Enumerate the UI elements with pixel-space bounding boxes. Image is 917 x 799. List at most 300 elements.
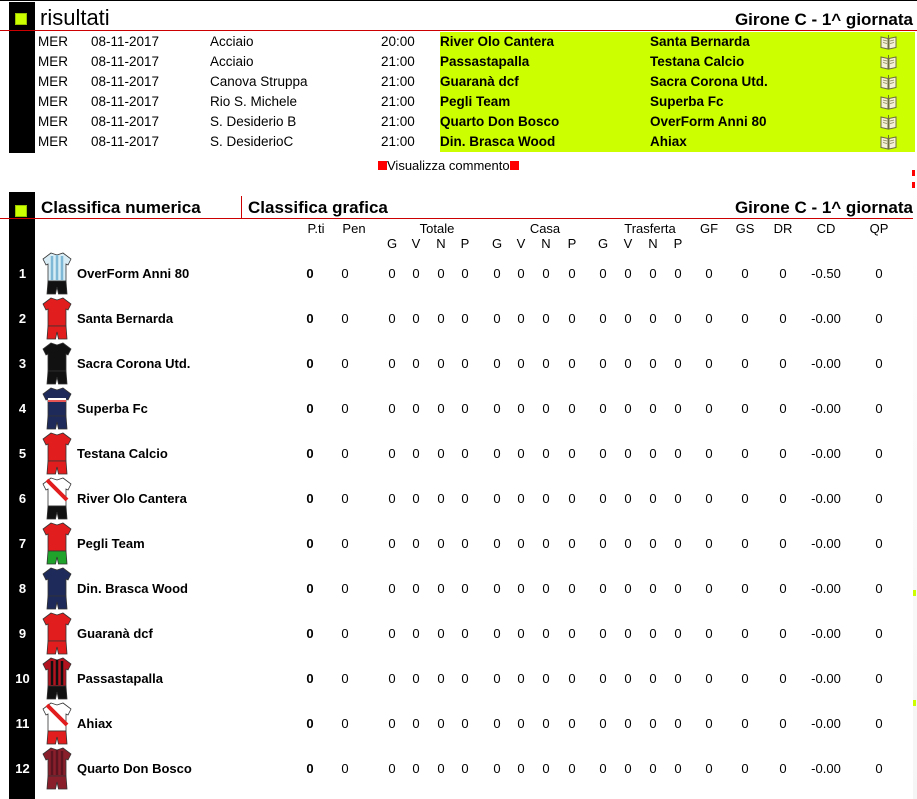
team-kit-icon: [40, 610, 74, 656]
team-name[interactable]: Guaranà dcf: [77, 626, 153, 641]
cell-cd: -0.00: [811, 761, 841, 776]
team-name[interactable]: Passastapalla: [77, 671, 164, 686]
cell-stats-4: 0: [493, 446, 501, 461]
cell-stats-1: 0: [412, 761, 420, 776]
result-away[interactable]: Testana Calcio: [650, 54, 745, 69]
cell-stats-3: 0: [461, 491, 469, 506]
cell-qp: 0: [875, 491, 883, 506]
cell-stats-5: 0: [517, 311, 525, 326]
result-venue: S. DesiderioC: [210, 134, 294, 149]
cell-pen: 0: [341, 671, 349, 686]
cell-stats-3: 0: [461, 356, 469, 371]
cell-stats-7: 0: [568, 491, 576, 506]
result-home[interactable]: Pegli Team: [440, 94, 511, 109]
cell-stats-6: 0: [542, 761, 550, 776]
result-date: 08-11-2017: [91, 74, 160, 89]
cell-stats-3: 0: [461, 761, 469, 776]
table-row: [0, 745, 917, 790]
cell-stats-4: 0: [493, 266, 501, 281]
cell-stats-1: 0: [412, 491, 420, 506]
result-home[interactable]: Guaranà dcf: [440, 74, 519, 89]
cell-gf: 0: [705, 356, 713, 371]
cell-stats-8: 0: [599, 401, 607, 416]
header-qp: QP: [869, 221, 889, 236]
position: 8: [18, 581, 27, 596]
header-p: P: [673, 236, 683, 251]
position: 12: [15, 761, 30, 776]
header-p: P: [460, 236, 470, 251]
team-kit-icon: [40, 250, 74, 296]
header-gs: GS: [735, 221, 755, 236]
cell-stats-0: 0: [388, 266, 396, 281]
results-divider: [0, 30, 917, 31]
cell-stats-4: 0: [493, 671, 501, 686]
cell-stats-6: 0: [542, 581, 550, 596]
cell-stats-9: 0: [624, 401, 632, 416]
header-v: V: [411, 236, 421, 251]
cell-stats-5: 0: [517, 581, 525, 596]
tab-classifica-numerica[interactable]: Classifica numerica: [41, 198, 201, 217]
table-row: [0, 250, 917, 295]
cell-stats-0: 0: [388, 536, 396, 551]
result-time: 21:00: [381, 54, 415, 69]
result-venue: S. Desiderio B: [210, 114, 297, 129]
cell-dr: 0: [779, 356, 787, 371]
cell-stats-5: 0: [517, 401, 525, 416]
result-venue: Acciaio: [210, 54, 254, 69]
position: 4: [18, 401, 27, 416]
cell-stats-9: 0: [624, 581, 632, 596]
cell-stats-5: 0: [517, 626, 525, 641]
result-date: 08-11-2017: [91, 54, 160, 69]
cell-stats-4: 0: [493, 581, 501, 596]
cell-pen: 0: [341, 581, 349, 596]
cell-stats-3: 0: [461, 536, 469, 551]
cell-qp: 0: [875, 761, 883, 776]
cell-stats-8: 0: [599, 581, 607, 596]
cell-gs: 0: [741, 581, 749, 596]
cell-stats-9: 0: [624, 761, 632, 776]
cell-stats-0: 0: [388, 491, 396, 506]
cell-stats-11: 0: [674, 356, 682, 371]
position: 5: [18, 446, 27, 461]
cell-stats-0: 0: [388, 446, 396, 461]
team-kit-icon: [40, 700, 74, 746]
cell-stats-6: 0: [542, 491, 550, 506]
cell-gs: 0: [741, 401, 749, 416]
cell-stats-0: 0: [388, 356, 396, 371]
cell-stats-2: 0: [437, 671, 445, 686]
cell-stats-7: 0: [568, 446, 576, 461]
team-kit-icon: [40, 745, 74, 791]
cell-stats-7: 0: [568, 761, 576, 776]
edge-marker: [913, 700, 916, 706]
cell-stats-1: 0: [412, 536, 420, 551]
team-name[interactable]: Santa Bernarda: [77, 311, 174, 326]
cell-stats-7: 0: [568, 581, 576, 596]
cell-dr: 0: [779, 491, 787, 506]
cell-stats-10: 0: [649, 491, 657, 506]
team-kit-icon: [40, 475, 74, 521]
position: 6: [18, 491, 27, 506]
cell-stats-1: 0: [412, 581, 420, 596]
cell-stats-1: 0: [412, 401, 420, 416]
result-row: [38, 32, 915, 52]
tab-separator: [241, 196, 242, 218]
cell-pen: 0: [341, 446, 349, 461]
cell-stats-4: 0: [493, 401, 501, 416]
cell-stats-10: 0: [649, 266, 657, 281]
cell-stats-3: 0: [461, 311, 469, 326]
open-book-icon[interactable]: [880, 134, 897, 150]
header-pen: Pen: [342, 221, 366, 236]
cell-stats-1: 0: [412, 671, 420, 686]
tab-classifica-grafica[interactable]: Classifica grafica: [248, 198, 388, 217]
result-day: MER: [38, 74, 68, 89]
cell-pen: 0: [341, 536, 349, 551]
cell-stats-10: 0: [649, 581, 657, 596]
header-trasferta: Trasferta: [624, 221, 676, 236]
cell-gf: 0: [705, 626, 713, 641]
cell-gf: 0: [705, 401, 713, 416]
cell-stats-6: 0: [542, 266, 550, 281]
cell-stats-6: 0: [542, 626, 550, 641]
cell-gs: 0: [741, 671, 749, 686]
cell-pti: 0: [306, 536, 314, 551]
result-away[interactable]: OverForm Anni 80: [650, 114, 767, 129]
result-home[interactable]: Passastapalla: [440, 54, 530, 69]
cell-stats-8: 0: [599, 266, 607, 281]
open-book-icon[interactable]: [880, 54, 897, 70]
cell-stats-10: 0: [649, 761, 657, 776]
cell-cd: -0.00: [811, 311, 841, 326]
standings-divider: [0, 218, 917, 219]
cell-stats-0: 0: [388, 311, 396, 326]
cell-gs: 0: [741, 491, 749, 506]
position: 9: [18, 626, 27, 641]
comment-link[interactable]: Visualizza commento: [387, 158, 510, 173]
cell-stats-2: 0: [437, 491, 445, 506]
cell-stats-10: 0: [649, 671, 657, 686]
cell-dr: 0: [779, 716, 787, 731]
cell-stats-4: 0: [493, 491, 501, 506]
team-name[interactable]: River Olo Cantera: [77, 491, 187, 506]
result-row: [38, 72, 915, 92]
cell-stats-5: 0: [517, 266, 525, 281]
team-name[interactable]: Sacra Corona Utd.: [77, 356, 191, 371]
cell-stats-11: 0: [674, 536, 682, 551]
table-row: [0, 295, 917, 340]
cell-gs: 0: [741, 311, 749, 326]
cell-stats-7: 0: [568, 311, 576, 326]
cell-stats-8: 0: [599, 671, 607, 686]
cell-dr: 0: [779, 626, 787, 641]
table-row: [0, 520, 917, 565]
cell-pti: 0: [306, 356, 314, 371]
position: 10: [15, 671, 30, 686]
header-g: G: [597, 236, 609, 251]
team-name[interactable]: Ahiax: [77, 716, 113, 731]
team-kit-icon: [40, 655, 74, 701]
cell-stats-8: 0: [599, 356, 607, 371]
result-day: MER: [38, 134, 68, 149]
cell-gs: 0: [741, 761, 749, 776]
cell-stats-5: 0: [517, 536, 525, 551]
cell-cd: -0.00: [811, 716, 841, 731]
cell-stats-8: 0: [599, 716, 607, 731]
header-n: N: [541, 236, 551, 251]
cell-stats-10: 0: [649, 716, 657, 731]
result-away[interactable]: Superba Fc: [650, 94, 724, 109]
position: 1: [18, 266, 27, 281]
cell-pti: 0: [306, 401, 314, 416]
cell-stats-4: 0: [493, 536, 501, 551]
cell-stats-6: 0: [542, 356, 550, 371]
green-square-icon: [15, 205, 27, 217]
cell-stats-2: 0: [437, 401, 445, 416]
cell-dr: 0: [779, 446, 787, 461]
cell-gf: 0: [705, 446, 713, 461]
cell-stats-2: 0: [437, 446, 445, 461]
result-day: MER: [38, 94, 68, 109]
cell-stats-9: 0: [624, 716, 632, 731]
cell-stats-6: 0: [542, 446, 550, 461]
cell-stats-7: 0: [568, 626, 576, 641]
cell-stats-8: 0: [599, 626, 607, 641]
result-away[interactable]: Ahiax: [650, 134, 687, 149]
cell-cd: -0.50: [811, 266, 841, 281]
cell-qp: 0: [875, 671, 883, 686]
cell-stats-1: 0: [412, 266, 420, 281]
cell-stats-2: 0: [437, 761, 445, 776]
cell-qp: 0: [875, 401, 883, 416]
table-row: [0, 565, 917, 610]
cell-dr: 0: [779, 581, 787, 596]
team-kit-icon: [40, 295, 74, 341]
cell-stats-3: 0: [461, 266, 469, 281]
cell-stats-5: 0: [517, 761, 525, 776]
header-n: N: [648, 236, 658, 251]
cell-qp: 0: [875, 356, 883, 371]
result-day: MER: [38, 54, 68, 69]
results-title: risultati: [40, 5, 110, 30]
result-time: 20:00: [381, 34, 415, 49]
cell-pen: 0: [341, 626, 349, 641]
team-name[interactable]: Din. Brasca Wood: [77, 581, 189, 596]
comment-link-container[interactable]: [378, 158, 519, 173]
cell-pti: 0: [306, 446, 314, 461]
cell-stats-9: 0: [624, 671, 632, 686]
cell-dr: 0: [779, 761, 787, 776]
cell-stats-1: 0: [412, 446, 420, 461]
result-home[interactable]: Din. Brasca Wood: [440, 134, 556, 149]
cell-stats-8: 0: [599, 761, 607, 776]
cell-pti: 0: [306, 266, 314, 281]
result-away[interactable]: Sacra Corona Utd.: [650, 74, 768, 89]
team-name[interactable]: Superba Fc: [77, 401, 148, 416]
results-group-title: Girone C - 1^ giornata: [734, 10, 913, 29]
cell-stats-11: 0: [674, 761, 682, 776]
cell-stats-3: 0: [461, 671, 469, 686]
table-row: [0, 610, 917, 655]
cell-stats-2: 0: [437, 536, 445, 551]
cell-stats-8: 0: [599, 446, 607, 461]
cell-stats-1: 0: [412, 311, 420, 326]
result-row: [38, 92, 915, 112]
cell-stats-7: 0: [568, 536, 576, 551]
cell-stats-11: 0: [674, 401, 682, 416]
team-kit-icon: [40, 565, 74, 611]
team-kit-icon: [40, 520, 74, 566]
cell-pen: 0: [341, 716, 349, 731]
cell-stats-6: 0: [542, 536, 550, 551]
cell-stats-11: 0: [674, 446, 682, 461]
table-row: [0, 430, 917, 475]
cell-gf: 0: [705, 311, 713, 326]
top-rule: [0, 0, 917, 1]
result-row: [38, 112, 915, 132]
edge-marker: [913, 590, 916, 596]
open-book-icon[interactable]: [880, 94, 897, 110]
cell-stats-1: 0: [412, 716, 420, 731]
red-square-icon: [510, 161, 519, 170]
cell-stats-0: 0: [388, 626, 396, 641]
table-row: [0, 475, 917, 520]
cell-cd: -0.00: [811, 401, 841, 416]
result-away[interactable]: Santa Bernarda: [650, 34, 750, 49]
cell-stats-0: 0: [388, 401, 396, 416]
result-row: [38, 52, 915, 72]
edge-marker: [912, 182, 915, 188]
team-kit-icon: [40, 430, 74, 476]
cell-dr: 0: [779, 536, 787, 551]
result-row: [38, 132, 915, 152]
team-kit-icon: [40, 385, 74, 431]
cell-stats-9: 0: [624, 536, 632, 551]
cell-qp: 0: [875, 536, 883, 551]
header-g: G: [386, 236, 398, 251]
table-row: [0, 700, 917, 745]
cell-qp: 0: [875, 581, 883, 596]
cell-stats-11: 0: [674, 491, 682, 506]
cell-pen: 0: [341, 761, 349, 776]
cell-qp: 0: [875, 626, 883, 641]
open-book-icon[interactable]: [880, 74, 897, 90]
cell-dr: 0: [779, 401, 787, 416]
cell-stats-3: 0: [461, 626, 469, 641]
cell-dr: 0: [779, 671, 787, 686]
header-p: P: [567, 236, 577, 251]
cell-stats-10: 0: [649, 311, 657, 326]
cell-stats-10: 0: [649, 356, 657, 371]
cell-gs: 0: [741, 716, 749, 731]
result-time: 21:00: [381, 94, 415, 109]
result-date: 08-11-2017: [91, 134, 160, 149]
result-day: MER: [38, 34, 68, 49]
header-v: V: [516, 236, 526, 251]
open-book-icon[interactable]: [880, 114, 897, 130]
cell-stats-6: 0: [542, 716, 550, 731]
cell-gf: 0: [705, 761, 713, 776]
cell-gf: 0: [705, 581, 713, 596]
result-home[interactable]: Quarto Don Bosco: [440, 114, 560, 129]
cell-stats-10: 0: [649, 536, 657, 551]
cell-stats-6: 0: [542, 671, 550, 686]
result-date: 08-11-2017: [91, 114, 160, 129]
cell-stats-6: 0: [542, 401, 550, 416]
cell-stats-9: 0: [624, 311, 632, 326]
table-row: [0, 655, 917, 700]
red-square-icon: [378, 161, 387, 170]
cell-stats-8: 0: [599, 311, 607, 326]
cell-stats-11: 0: [674, 716, 682, 731]
cell-stats-5: 0: [517, 446, 525, 461]
header-pti: P.ti: [307, 221, 325, 236]
result-venue: Acciaio: [210, 34, 254, 49]
cell-stats-0: 0: [388, 581, 396, 596]
result-home[interactable]: River Olo Cantera: [440, 34, 555, 49]
header-casa: Casa: [529, 221, 561, 236]
position: 11: [15, 716, 30, 731]
cell-stats-1: 0: [412, 626, 420, 641]
cell-cd: -0.00: [811, 671, 841, 686]
team-name[interactable]: OverForm Anni 80: [77, 266, 190, 281]
cell-qp: 0: [875, 446, 883, 461]
cell-stats-4: 0: [493, 716, 501, 731]
cell-gf: 0: [705, 266, 713, 281]
cell-stats-11: 0: [674, 581, 682, 596]
cell-stats-2: 0: [437, 311, 445, 326]
cell-stats-4: 0: [493, 761, 501, 776]
cell-qp: 0: [875, 266, 883, 281]
cell-stats-2: 0: [437, 626, 445, 641]
team-name[interactable]: Pegli Team: [77, 536, 145, 551]
cell-stats-3: 0: [461, 401, 469, 416]
cell-stats-7: 0: [568, 671, 576, 686]
cell-stats-2: 0: [437, 356, 445, 371]
team-name[interactable]: Testana Calcio: [77, 446, 168, 461]
team-name[interactable]: Quarto Don Bosco: [77, 761, 192, 776]
header-n: N: [436, 236, 446, 251]
cell-pti: 0: [306, 671, 314, 686]
cell-stats-6: 0: [542, 311, 550, 326]
cell-stats-7: 0: [568, 716, 576, 731]
result-venue: Rio S. Michele: [210, 94, 298, 109]
open-book-icon[interactable]: [880, 34, 897, 50]
cell-pen: 0: [341, 401, 349, 416]
cell-stats-3: 0: [461, 581, 469, 596]
header-gf: GF: [699, 221, 719, 236]
header-v: V: [623, 236, 633, 251]
cell-stats-10: 0: [649, 446, 657, 461]
cell-cd: -0.00: [811, 446, 841, 461]
cell-pti: 0: [306, 716, 314, 731]
cell-gf: 0: [705, 491, 713, 506]
cell-stats-4: 0: [493, 311, 501, 326]
cell-cd: -0.00: [811, 356, 841, 371]
cell-stats-5: 0: [517, 716, 525, 731]
cell-pti: 0: [306, 626, 314, 641]
cell-cd: -0.00: [811, 536, 841, 551]
result-time: 21:00: [381, 134, 415, 149]
header-g: G: [491, 236, 503, 251]
cell-pti: 0: [306, 311, 314, 326]
cell-stats-5: 0: [517, 671, 525, 686]
cell-cd: -0.00: [811, 491, 841, 506]
result-time: 21:00: [381, 114, 415, 129]
table-row: [0, 340, 917, 385]
cell-pen: 0: [341, 356, 349, 371]
